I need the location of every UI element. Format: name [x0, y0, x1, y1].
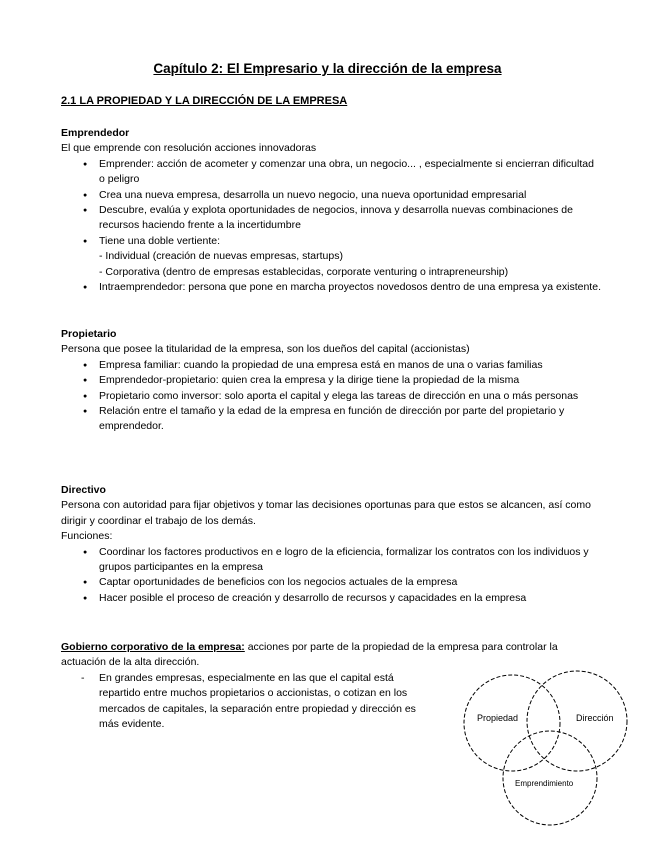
emprendedor-list [61, 157, 601, 296]
gobierno-list [61, 671, 421, 733]
propietario-list [61, 358, 601, 435]
emprendedor-heading: Emprendedor [61, 127, 130, 139]
venn-diagram [462, 668, 642, 828]
gobierno-label: Gobierno corporativo de la empresa: [61, 641, 245, 653]
venn-label-emprendimiento: Emprendimiento [515, 779, 574, 788]
list-item: ● Emprender: acción de acometer y comenzar una obra, un negocio... , especialmente si encierran dificultad o peligro [61, 157, 601, 188]
venn-label-propiedad: Propiedad [477, 713, 519, 723]
list-item: ● Propietario como inversor: solo aporta el capital y elega las tareas de dirección en una o más personas [61, 389, 601, 404]
list-item-text: ● Tiene una doble vertiente: [99, 234, 221, 247]
list-item: ● Captar oportunidades de beneficios con los negocios actuales de la empresa [61, 575, 601, 590]
list-item: - En grandes empresas, especialmente en las que el capital está repartido entre muchos propietarios o accionistas, o cotizan en los mercados de capitales, la separación entre propiedad y dirección es más evidente. [61, 671, 421, 733]
list-item: ● Emprendedor-propietario: quien crea la empresa y la dirige tiene la propiedad de la misma [61, 373, 601, 388]
list-item: ● Coordinar los factores productivos en e logro de la eficiencia, formalizar los contratos con los individuos y grupos participantes en la empresa [61, 545, 601, 576]
directivo-intro: Persona con autoridad para fijar objetivos y tomar las decisiones oportunas para que estos se alcancen, así como dirigir y coordinar el trabajo de los demás. [61, 499, 591, 527]
list-item: ● Relación entre el tamaño y la edad de la empresa en función de dirección por parte del propietario y emprendedor. [61, 404, 601, 435]
list-item [61, 234, 601, 280]
page-title: Capítulo 2: El Empresario y la dirección de la empresa [153, 61, 502, 76]
directivo-funciones-label: Funciones: [61, 530, 113, 543]
propietario-section [61, 327, 601, 435]
gobierno-text: acciones por parte de la propiedad de la empresa para controlar la actuación de la alta dirección. [61, 641, 558, 669]
list-item: ● Crea una nueva empresa, desarrolla un nuevo negocio, una nueva oportunidad empresarial [61, 188, 601, 203]
list-item: ● Empresa familiar: cuando la propiedad de una empresa está en manos de una o varias familias [61, 358, 601, 373]
list-item: ● Descubre, evalúa y explota oportunidades de negocios, innova y desarrolla nuevas combinaciones de recursos haciendo frente a la incertidumbre [61, 203, 601, 234]
propietario-heading: Propietario [61, 328, 117, 340]
emprendedor-section [61, 126, 601, 295]
list-item: ● Intraemprendedor: persona que pone en marcha proyectos novedosos dentro de una empresa ya existente. [61, 280, 601, 295]
emprendedor-intro: El que emprende con resolución acciones innovadoras [61, 142, 317, 155]
directivo-heading: Directivo [61, 484, 106, 496]
section-title: 2.1 LA PROPIEDAD Y LA DIRECCIÓN DE LA EMPRESA [61, 95, 348, 107]
sub-item: - Individual (creación de nuevas empresas, startups) [99, 250, 343, 263]
propietario-intro: Persona que posee la titularidad de la empresa, son los dueños del capital (accionistas) [61, 343, 470, 356]
list-item: ● Hacer posible el proceso de creación y desarrollo de recursos y capacidades en la empresa [61, 591, 601, 606]
gobierno-paragraph [61, 640, 601, 671]
directivo-list [61, 545, 601, 607]
sub-item: - Corporativa (dentro de empresas establecidas, corporate venturing o intrapreneurship) [99, 265, 509, 278]
venn-circle-emprendimiento [503, 731, 597, 825]
venn-circle-propiedad [464, 675, 560, 771]
directivo-section [61, 483, 601, 606]
venn-label-direccion: Dirección [576, 713, 614, 723]
